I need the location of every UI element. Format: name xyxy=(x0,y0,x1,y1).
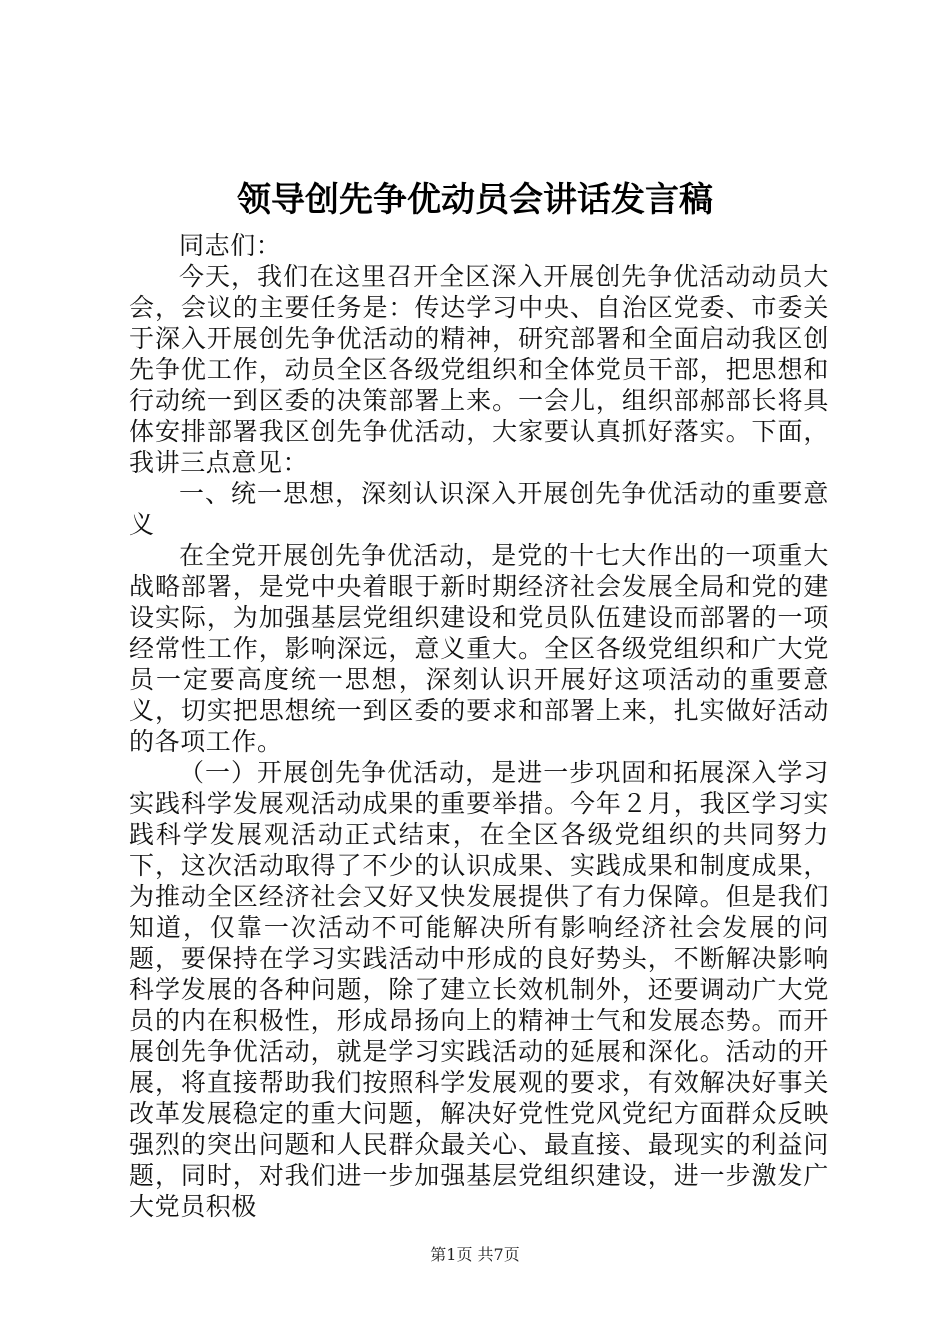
body-paragraph: 在全党开展创先争优活动，是党的十七大作出的一项重大战略部署，是党中央着眼于新时期经济社会发展全局和党的建设实际，为加强基层党组织建设和党员队伍建设而部署的一项经常性工作，影响深远，意义重大。全区各级党组织和广大党员一定要高度统一思想，深刻认识开展好这项活动的重要意义，切实把思想统一到区委的要求和部署上来，扎实做好活动的各项工作。 xyxy=(129,541,829,756)
salutation-paragraph: 同志们： xyxy=(179,231,282,260)
page-number-footer: 第1页 共7页 xyxy=(430,1245,520,1264)
body-paragraph: 今天，我们在这里召开全区深入开展创先争优活动动员大会，会议的主要任务是：传达学习中央、自治区党委、市委关于深入开展创先争优活动的精神，研究部署和全面启动我区创先争优工作，动员全区各级党组织和全体党员干部，把思想和行动统一到区委的决策部署上来。一会儿，组织部郝部长将具体安排部署我区创先争优活动，大家要认真抓好落实。下面，我讲三点意见： xyxy=(129,262,829,477)
section-heading: 一、统一思想，深刻认识深入开展创先争优活动的重要意义 xyxy=(129,479,829,539)
document-body xyxy=(129,230,829,1222)
body-paragraph: （一）开展创先争优活动，是进一步巩固和拓展深入学习实践科学发展观活动成果的重要举措。今年２月，我区学习实践科学发展观活动正式结束，在全区各级党组织的共同努力下，这次活动取得了不少的认识成果、实践成果和制度成果，为推动全区经济社会又好又快发展提供了有力保障。但是我们知道，仅靠一次活动不可能解决所有影响经济社会发展的问题，要保持在学习实践活动中形成的良好势头，不断解决影响科学发展的各种问题，除了建立长效机制外，还要调动广大党员的内在积极性，形成昂扬向上的精神士气和发展态势。而开展创先争优活动，就是学习实践活动的延展和深化。活动的开展，将直接帮助我们按照科学发展观的要求，有效解决好事关改革发展稳定的重大问题，解决好党性党风党纪方面群众反映强烈的突出问题和人民群众最关心、最直接、最现实的利益问题，同时，对我们进一步加强基层党组织建设，进一步激发广大党员积极 xyxy=(129,758,829,1221)
document-title: 领导创先争优动员会讲话发言稿 xyxy=(237,180,713,220)
